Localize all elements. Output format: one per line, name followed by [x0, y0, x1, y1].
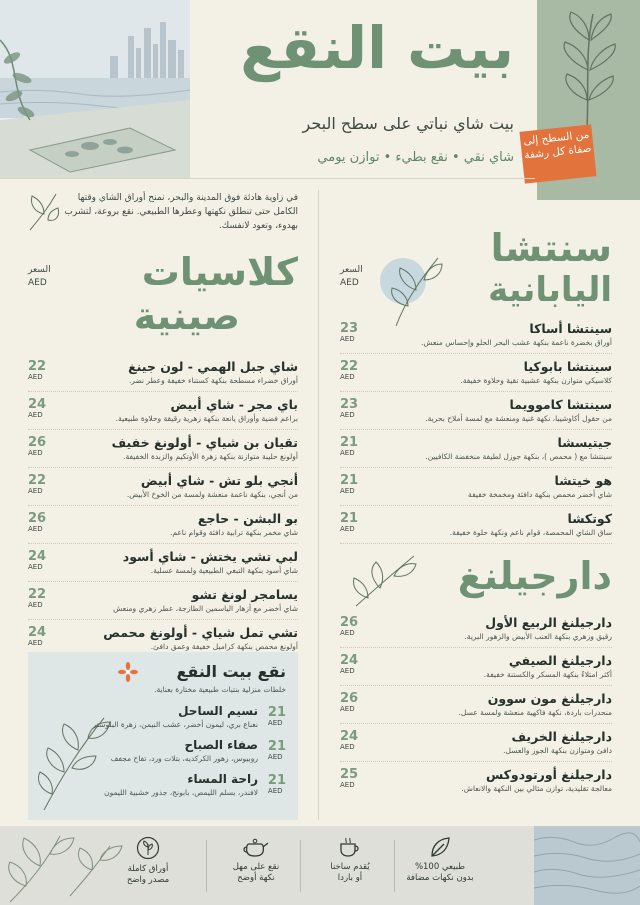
price-currency: AED [340, 781, 355, 789]
item-description: شاي أخضر محمص بنكهة دافئة ومخمخة خفيفة [468, 490, 612, 499]
feature-line1: طبيعي 100% [414, 862, 466, 872]
item-price [28, 360, 46, 381]
item-description: سينتشا مع ( محمص )، بنكهة جوزل لطيفة منخفضة الكافيين. [425, 452, 612, 461]
item-price [340, 398, 358, 419]
item-price [340, 436, 358, 457]
item-description: منحدرات باردة، نكهة فاكهية منعشة ولمسة عسل. [458, 708, 612, 717]
price-currency: AED [28, 525, 43, 533]
darjeeling-header [340, 550, 612, 610]
item-price [28, 474, 46, 495]
menu-item [28, 392, 298, 430]
price-value: 26 [28, 435, 47, 450]
leaf-branch-icon [537, 0, 640, 140]
intro-text: في زاوية هادئة فوق المدينة والبحر، نمنح أوراق الشاي وقتها الكامل حتى تنطلق نكهتها وعطرها الطبيعي. نقع بروعة، لتشرب بهدوء، وتعود لانفسك. [64, 193, 298, 231]
item-description: شاي أخضر مع أزهار الياسمين الطازجة، عطر زهري ومنعش [113, 604, 298, 613]
price-header-sencha [340, 264, 363, 289]
item-description: ساق الشاي المحمصة، قوام ناعم ونكهة حلوة خفيفة. [449, 528, 612, 537]
price-currency: AED [340, 525, 355, 533]
page-tagline: شاي نقي • نقع بطيء • توازن يومي [317, 150, 514, 165]
item-price [340, 474, 358, 495]
item-description: رقيق وزهري بنكهة العنب الأبيض والزهور البرية. [464, 632, 612, 641]
leaves-icon [136, 836, 160, 860]
item-description: براعم فضية وأوراق يانعة بنكهة زهرية رقيقة وحلاوة طبيعية. [115, 414, 298, 423]
house-blends-box [28, 652, 298, 820]
item-description: كلاسيكي متوازن بنكهة عشبية نقية وحلاوة خفيفة. [460, 376, 612, 385]
feature-line2: نكهة أوضح [237, 873, 275, 884]
feature-line2: أو باردا [337, 873, 363, 884]
price-value: 24 [28, 397, 47, 412]
item-name: دارجيلنغ مون سوون [487, 691, 612, 706]
house-blends-title: نقع بيت النقع [176, 662, 286, 681]
item-description: أولونغ محمص بنكهة كراميل خفيفة وعمق دافئ. [150, 642, 298, 651]
chinese-title-line2: صينية [133, 294, 240, 338]
price-header-chinese [28, 264, 51, 289]
price-currency: AED [28, 449, 43, 457]
item-description: نعناع بري، ليمون أخضر، عشب النيمن، زهرة البلوستر [92, 720, 258, 729]
item-name: سينتشا كاموويما [509, 397, 612, 412]
left-column [28, 186, 298, 658]
item-description: أوراق خضراء مسطحة بنكهة كستناء خفيفة وعطر نضر. [128, 376, 298, 385]
item-price [340, 730, 358, 751]
menu-item [340, 430, 612, 468]
chinese-title-line1: كلاسيات [141, 250, 298, 294]
page-title: بيت النقع [240, 14, 514, 82]
price-value: 21 [340, 511, 359, 526]
price-currency: AED [340, 487, 355, 495]
price-currency: AED [267, 753, 283, 761]
feature-line1: نقع على مهل [232, 862, 280, 872]
leaf-sketch-icon [350, 550, 420, 610]
item-description: من حقول أكاوشيبا، نكهة غنية ومنعشة مع لمسة أملاح بحرية. [425, 414, 612, 423]
menu-item [340, 610, 612, 648]
price-value: 22 [28, 587, 47, 602]
price-value: 21 [267, 773, 286, 788]
price-value: 21 [267, 739, 286, 754]
item-name: باي مجر - شاي أبيض [170, 397, 298, 412]
menu-item [28, 582, 298, 620]
darjeeling-list [340, 610, 612, 800]
intro-block [28, 186, 298, 246]
item-price [28, 436, 46, 457]
item-name: نسيم الساحل [178, 704, 258, 718]
menu-item [340, 392, 612, 430]
item-price [28, 512, 46, 533]
item-description: دافئ ومتوازن بنكهة الجوز والعسل. [503, 746, 612, 755]
right-column [340, 186, 612, 800]
item-name: راحة المساء [187, 772, 258, 786]
item-name: تقيان بن شياي - أولونغ خفيف [111, 435, 298, 450]
price-currency: AED [340, 629, 355, 637]
item-price [340, 616, 358, 637]
price-value: 25 [340, 767, 359, 782]
header-divider [0, 178, 535, 179]
price-currency: AED [28, 639, 43, 647]
item-description: شاي أسود بنكهة التبغي الطبيعية ولمسة عسلية. [150, 566, 298, 575]
item-description: من أنجي، بنكهة ناعمة منعشة ولمسة من الخوخ الأبيض. [126, 490, 298, 499]
item-name: أنجي بلو تش - شاي أبيض [140, 473, 298, 488]
item-price [340, 512, 358, 533]
menu-item [28, 506, 298, 544]
sencha-title-line2: اليابانية [488, 270, 612, 310]
feature-line1: يُقدم ساخنا [330, 862, 370, 872]
price-currency: AED [340, 373, 355, 381]
price-currency: AED [28, 373, 43, 381]
item-description: لافندر، بسلم الليمص، بابونج، جذور خشبية الليمون [104, 788, 258, 797]
item-price [268, 774, 286, 795]
item-name: صفاء الصباح [184, 738, 258, 752]
item-name: بو البشن - حاجع [197, 511, 298, 526]
item-name: سينتشا بابوكيا [523, 359, 612, 374]
price-currency: AED [340, 277, 359, 288]
header [0, 0, 640, 178]
item-description: روبيوس، زهور الكركديه، بتلات ورد، تفاح مجفف [110, 754, 258, 763]
item-name: تشي تمل شياي - أولونغ محمص [103, 625, 298, 640]
price-currency: AED [267, 787, 283, 795]
menu-item [340, 762, 612, 800]
page-subtitle: بيت شاي نباتي على سطح البحر [302, 114, 514, 133]
house-blends-header [40, 662, 286, 681]
item-price [28, 626, 46, 647]
item-description: أوراق بخضرة ناعمة بنكهة عشب البحر الحلو وإحساس منعش. [420, 338, 612, 347]
price-value: 26 [340, 615, 359, 630]
menu-item [340, 686, 612, 724]
item-name: جيتيسشا [557, 435, 612, 450]
menu-item [340, 354, 612, 392]
item-name: دارجيلنغ الخريف [511, 729, 612, 744]
teapot-icon [243, 836, 269, 858]
item-price [268, 706, 286, 727]
price-currency: AED [340, 705, 355, 713]
feature-line1: أوراق كاملة [127, 864, 169, 874]
price-value: 22 [28, 473, 47, 488]
column-divider [318, 190, 319, 820]
menu-item [340, 648, 612, 686]
flower-icon [118, 662, 138, 682]
price-currency: AED [28, 487, 43, 495]
item-name: كوتكشا [567, 511, 612, 526]
item-description: معالجة تقليدية، توازن مثالي بين النكهة والانعاش. [461, 784, 612, 793]
item-description: شاي مخمر بنكهة ترابية دافئة وقوام ناعم. [169, 528, 298, 537]
darjeeling-title: دارجيلنغ [457, 554, 612, 598]
menu-item [340, 506, 612, 544]
price-currency: AED [267, 719, 283, 727]
house-blends-subtitle: خلطات منزلية بنتبات طبيعية مختارة بعناية. [154, 685, 286, 694]
price-value: 22 [28, 359, 47, 374]
feature-natural [404, 836, 476, 885]
menu-item [28, 354, 298, 392]
cup-icon [338, 836, 362, 858]
hero-illustration [0, 0, 190, 178]
item-price [340, 692, 358, 713]
item-price [268, 740, 286, 761]
item-name: دارجيلنغ أورتودوكس [485, 767, 612, 782]
price-value: 24 [28, 549, 47, 564]
feature-hot-cold [314, 836, 386, 885]
item-price [28, 550, 46, 571]
item-name: شاي جبل الهمي - لون جينغ [128, 359, 298, 374]
sencha-header [340, 186, 612, 316]
chinese-header [28, 246, 298, 354]
price-currency: AED [340, 449, 355, 457]
feature-separator [394, 840, 395, 892]
price-currency: AED [28, 277, 47, 288]
price-currency: AED [340, 411, 355, 419]
item-name: سينتشا أساكا [529, 321, 612, 336]
menu-item [40, 768, 286, 802]
price-value: 23 [340, 321, 359, 336]
price-value: 21 [267, 705, 286, 720]
item-description: أولونغ حليبة متوازنة بنكهة زهرة الأوتكيم والزبدة الخفيفة. [123, 452, 298, 461]
price-value: 24 [340, 653, 359, 668]
feature-line2: بدون نكهات مضافة [406, 873, 474, 884]
item-name: هو خيتشا [554, 473, 612, 488]
item-price [340, 654, 358, 675]
price-value: 24 [28, 625, 47, 640]
leaf-icon [428, 836, 452, 858]
item-name: دارجيلنغ الصيفي [508, 653, 612, 668]
menu-item [28, 468, 298, 506]
menu-item [40, 734, 286, 768]
price-label: السعر [340, 265, 363, 275]
price-value: 23 [340, 397, 359, 412]
promo-badge: من السطح إلى صفاة كل رشفة [519, 124, 596, 183]
item-name: دارجيلنغ الربيع الأول [485, 615, 612, 630]
price-value: 26 [340, 691, 359, 706]
feature-whole-leaves [112, 836, 184, 887]
feature-slow-steep [220, 836, 292, 885]
price-value: 21 [340, 473, 359, 488]
price-label: السعر [28, 265, 51, 275]
menu-item [340, 468, 612, 506]
item-price [340, 768, 358, 789]
item-name: يسامجر لونغ تشو [191, 587, 298, 602]
item-description: أكثر امتلاءً بنكهة المسكر والكستنة خفيفة. [483, 670, 612, 679]
price-currency: AED [28, 601, 43, 609]
item-price [28, 398, 46, 419]
item-name: لبي تشي يختش - شاي أسود [122, 549, 298, 564]
item-price [340, 360, 358, 381]
price-value: 26 [28, 511, 47, 526]
sencha-list [340, 316, 612, 544]
water-texture [534, 826, 640, 905]
item-price [340, 322, 358, 343]
price-value: 21 [340, 435, 359, 450]
chinese-list [28, 354, 298, 658]
feature-separator [206, 840, 207, 892]
price-currency: AED [28, 411, 43, 419]
price-currency: AED [340, 743, 355, 751]
menu-item [340, 724, 612, 762]
item-price [28, 588, 46, 609]
menu-item [40, 700, 286, 734]
feature-separator [300, 840, 301, 892]
sencha-title-line1: سنتشا [490, 226, 612, 270]
price-value: 22 [340, 359, 359, 374]
menu-item [28, 544, 298, 582]
price-currency: AED [28, 563, 43, 571]
footer [0, 826, 640, 905]
house-blends-list [40, 700, 286, 802]
leaf-sketch-icon [26, 190, 60, 234]
price-value: 24 [340, 729, 359, 744]
leaf-cluster-icon [0, 826, 130, 905]
price-currency: AED [340, 667, 355, 675]
menu-item [340, 316, 612, 354]
menu-item [28, 430, 298, 468]
feature-line2: مصدر واضح [126, 875, 170, 886]
price-currency: AED [340, 335, 355, 343]
